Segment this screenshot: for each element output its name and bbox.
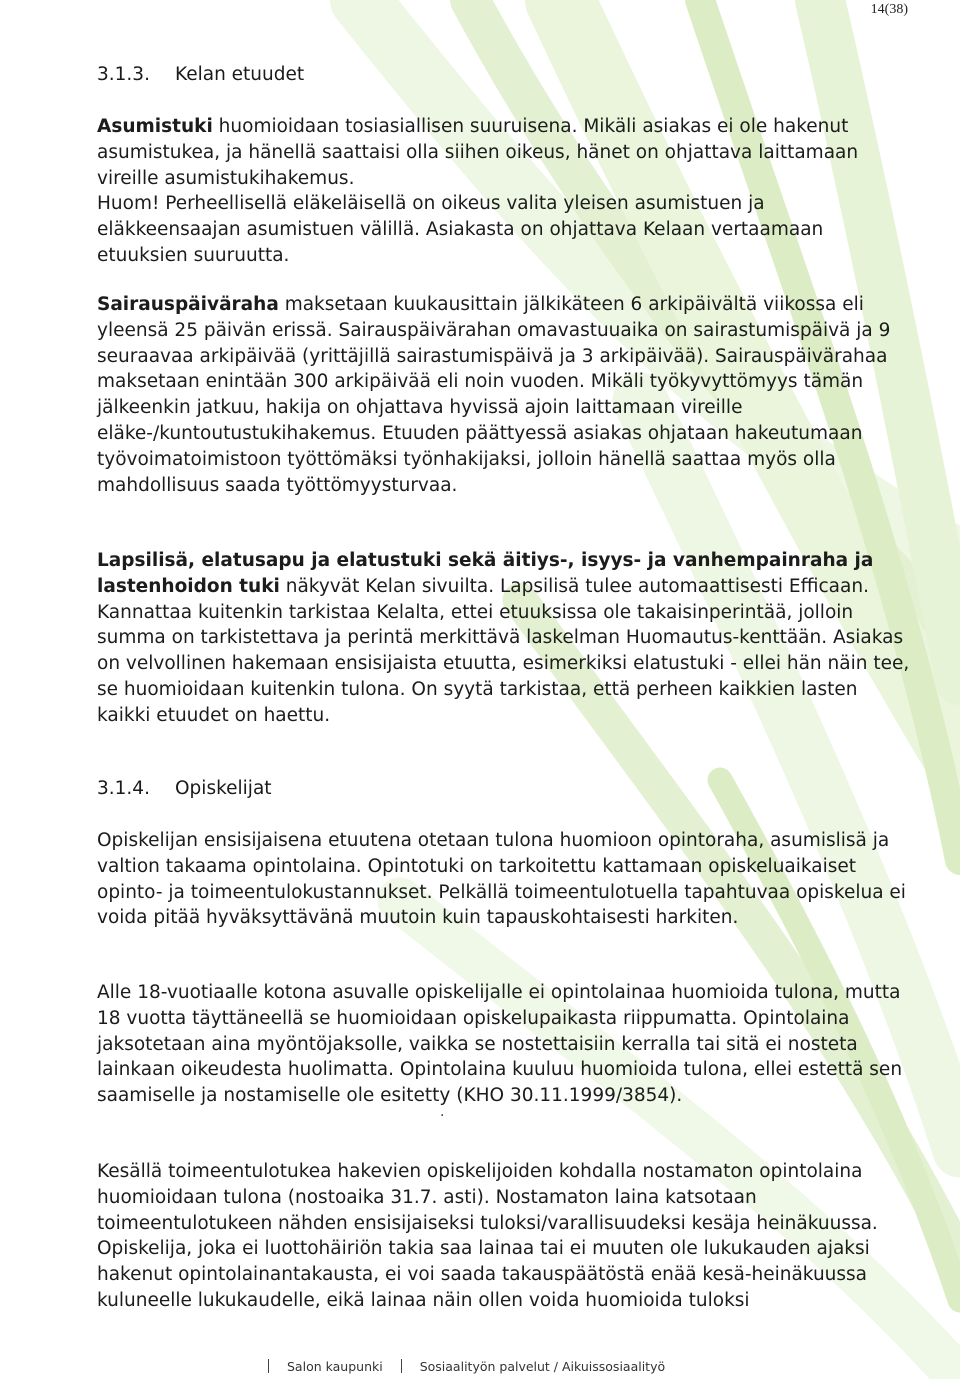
paragraph-asumistuki bbox=[97, 114, 912, 269]
page-number: 14(38) bbox=[870, 2, 908, 17]
paragraph-opiskelijat-3 bbox=[97, 1159, 912, 1314]
paragraph-note: Huom! Perheellisellä eläkeläisellä on oikeus valita yleisen asumistuen ja eläkkeensaajan asumistuen välillä. Asiakasta on ohjattava Kelaan vertaamaan etuuksien suuruutta. bbox=[97, 193, 824, 266]
footer-divider bbox=[401, 1359, 402, 1373]
footer-unit: Sosiaalityön palvelut / Aikuissosiaalityö bbox=[419, 1359, 666, 1374]
section-number: 3.1.3. bbox=[97, 64, 150, 85]
term-asumistuki: Asumistuki bbox=[97, 116, 213, 137]
section-number: 3.1.4. bbox=[97, 778, 150, 799]
paragraph-text: Sairauspäiväraha maksetaan kuukausittain jälkikäteen 6 arkipäivältä viikossa eli yleensä 25 päivän erissä. Sairauspäivärahan omavastuuaika on sairastumispäivä ja 9 seuraavaa arkipäivää (yrittäjillä sairastumispäivä ja 3 arkipäivää). Sairauspäivärahaa maksetaan enintään 300 arkipäivää eli noin vuoden. Mikäli työkyvyttömyys tämän jälkeenkin jatkuu, hakija on ohjattava hyvissä ajoin laittamaan vireille eläke-/kuntoutustukihakemus. Etuuden päättyessä asiakas ohjataan hakeutumaan työvoimatoimistoon työttömäksi työnhakijaksi, jolloin hänellä saattaa myös olla mahdollisuus saada työttömyysturvaa. bbox=[97, 294, 891, 496]
section-title: Opiskelijat bbox=[175, 778, 272, 799]
paragraph-text: Opiskelijan ensisijaisena etuutena otetaan tulona huomioon opintoraha, asumislisä ja valtion takaama opintolaina. Opintotuki on tarkoitettu kattamaan opiskeluaikaiset opinto- ja toimeentulokustannukset. Pelkällä toimeentulotuella tapahtuvaa opiskelua ei voida pitää hyväksyttävänä muutoin kuin tapauskohtaisesti harkiten. bbox=[97, 830, 906, 929]
paragraph-opiskelijat-2 bbox=[97, 980, 912, 1109]
page-footer bbox=[268, 1359, 665, 1374]
footer-org: Salon kaupunki bbox=[287, 1359, 383, 1374]
section-heading-314 bbox=[97, 776, 912, 802]
paragraph-lapsilisa bbox=[97, 548, 912, 729]
paragraph-text: Asumistuki huomioidaan tosiasiallisen suuruisena. Mikäli asiakas ei ole hakenut asumistukea, ja hänellä saattaisi olla siihen oikeus, hänet on ohjattava laittamaan vireille asumistukihakemus. bbox=[97, 116, 859, 189]
stray-mark: · bbox=[440, 1108, 445, 1124]
section-heading-313 bbox=[97, 62, 912, 88]
term-sairauspaivaraha: Sairauspäiväraha bbox=[97, 294, 279, 315]
footer-divider bbox=[268, 1359, 269, 1373]
section-title: Kelan etuudet bbox=[175, 64, 305, 85]
paragraph-text: Kesällä toimeentulotukea hakevien opiskelijoiden kohdalla nostamaton opintolaina huomioidaan tulona (nostoaika 31.7. asti). Nostamaton laina katsotaan toimeentulotukeen nähden ensisijaiseksi tuloksi/varallisuudeksi kesäja heinäkuussa. Opiskelija, joka ei luottohäiriön takia saa lainaa tai ei muuten ole lukukauden ajaksi hakenut opintolainantakausta, ei voi saada takauspäätöstä enää kesä-heinäkuussa kuluneelle lukukaudelle, eikä lainaa näin ollen voida huomioida tuloksi bbox=[97, 1161, 878, 1311]
paragraph-text: Alle 18-vuotiaalle kotona asuvalle opiskelijalle ei opintolainaa huomioida tulona, mutta 18 vuotta täyttäneellä se huomioidaan opiskelupaikasta riippumatta. Opintolaina jaksotetaan aina myöntöjaksolle, vaikka se nostettaisiin kerralla tai sitä ei nosteta lainkaan oikeudesta huolimatta. Opintolaina kuuluu huomioida tulona, ellei estettä sen saamiselle ja nostamiselle ole esitetty (KHO 30.11.1999/3854). bbox=[97, 982, 903, 1107]
paragraph-opiskelijat-1 bbox=[97, 828, 912, 931]
paragraph-sairauspaivaraha bbox=[97, 292, 912, 498]
term-lapsilisa: Lapsilisä, elatusapu ja elatustuki sekä äitiys-, isyys- ja vanhempainraha ja lastenhoidon tuki bbox=[97, 550, 874, 597]
paragraph-text: Lapsilisä, elatusapu ja elatustuki sekä äitiys-, isyys- ja vanhempainraha ja lastenhoidon tuki näkyvät Kelan sivuilta. Lapsilisä tulee automaattisesti Efficaan. Kannattaa kuitenkin tarkistaa Kelalta, ettei etuuksissa ole takaisinperintää, jolloin summa on tarkistettava ja perintä merkittävä laskelman Huomautus-kenttään. Asiakas on velvollinen hakemaan ensisijaista etuutta, esimerkiksi elatustuki - ellei hän näin tee, se huomioidaan kuitenkin tulona. On syytä tarkistaa, että perheen kaikkien lasten kaikki etuudet on haettu. bbox=[97, 550, 910, 726]
